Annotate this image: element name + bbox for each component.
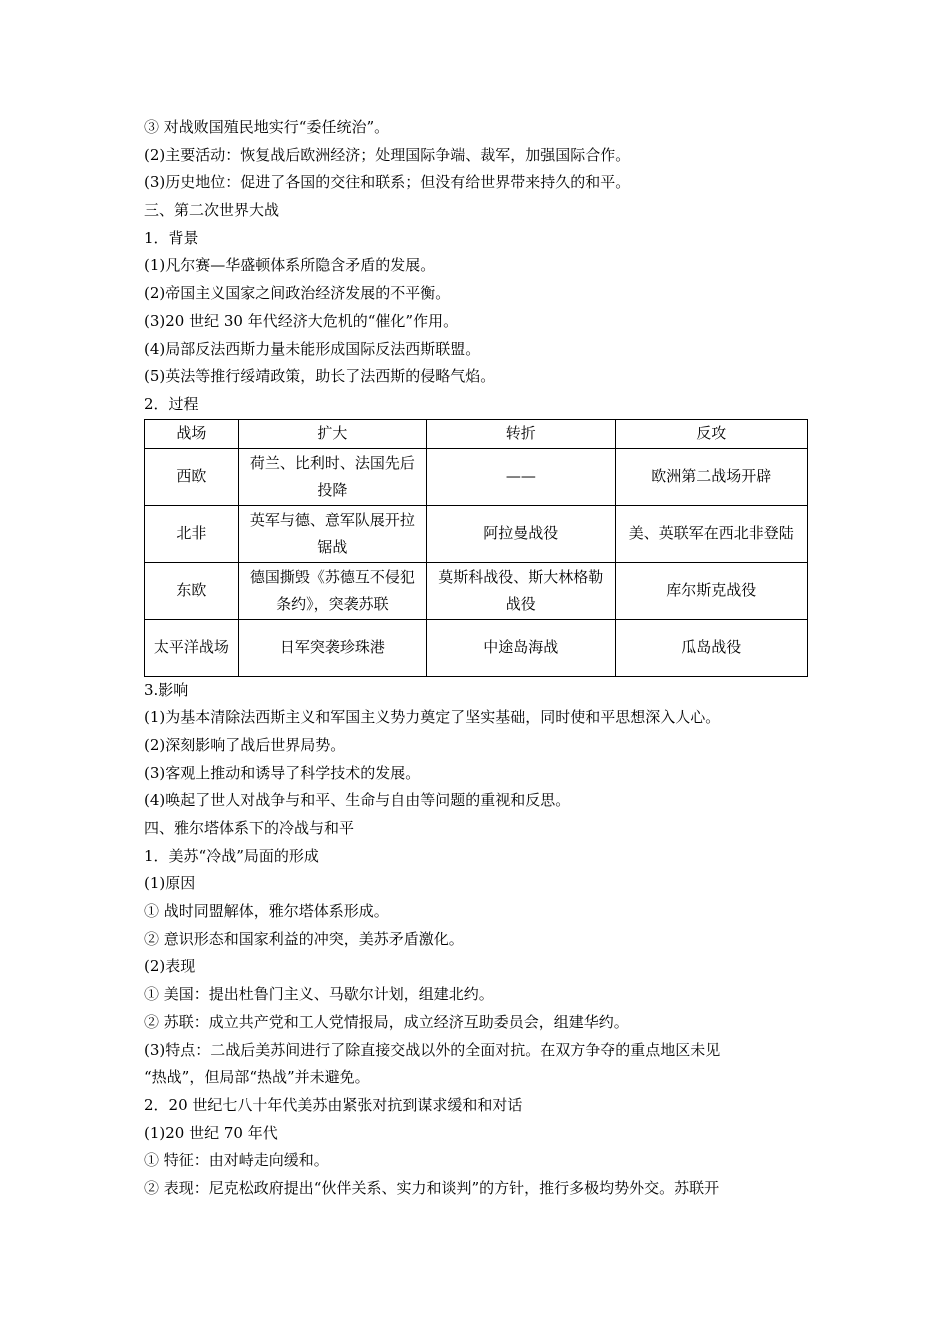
section-heading: 四、雅尔塔体系下的冷战与和平 [144,819,355,837]
text-line: (1)为基本清除法西斯主义和军国主义势力奠定了坚实基础，同时使和平思想深入人心。 [144,708,721,727]
subsection-heading: 3.影响 [144,680,189,699]
text-line: ② 苏联：成立共产党和工人党情报局，成立经济互助委员会，组建华约。 [144,1012,629,1031]
text-line: (2)主要活动：恢复战后欧洲经济；处理国际争端、裁军，加强国际合作。 [144,145,631,164]
text-line: (3)20 世纪 30 年代经济大危机的“催化”作用。 [144,311,459,330]
table-cell: 英军与德、意军队展开拉锯战 [238,505,426,562]
table-cell: 库尔斯克战役 [615,562,807,619]
table-cell: 荷兰、比利时、法国先后投降 [238,448,426,505]
table-cell: —— [427,448,615,505]
table-cell: 太平洋战场 [145,619,239,676]
document-page [144,114,808,1203]
text-line: (5)英法等推行绥靖政策，助长了法西斯的侵略气焰。 [144,367,496,386]
section-heading: 三、第二次世界大战 [144,201,280,220]
text-line: ① 美国：提出杜鲁门主义、马歇尔计划，组建北约。 [144,985,494,1004]
text-line: ② 表现：尼克松政府提出“伙伴关系、实力和谈判”的方针，推行多极均势外交。苏联开 [144,1178,720,1197]
text-line: (4)局部反法西斯力量未能形成国际反法西斯联盟。 [144,339,481,358]
text-line: (1)20 世纪 70 年代 [144,1123,278,1142]
table-cell: 日军突袭珍珠港 [238,619,426,676]
table-cell: 西欧 [145,448,239,505]
table-cell: 中途岛海战 [427,619,615,676]
table-row [145,448,808,505]
text-line: (2)深刻影响了战后世界局势。 [144,735,346,754]
subsection-heading: 2．20 世纪七八十年代美苏由紧张对抗到谋求缓和和对话 [144,1095,523,1114]
paragraph-block-after [144,677,808,1203]
table-header-cell: 扩大 [238,419,426,448]
table-cell: 莫斯科战役、斯大林格勒战役 [427,562,615,619]
text-line: (3)客观上推动和诱导了科学技术的发展。 [144,763,421,782]
text-line: (4)唤起了世人对战争与和平、生命与自由等问题的重视和反思。 [144,791,571,810]
text-line: (1)原因 [144,874,196,893]
table-cell: 北非 [145,505,239,562]
subsection-heading: 2．过程 [144,394,199,413]
text-line: (1)凡尔赛—华盛顿体系所隐含矛盾的发展。 [144,256,436,275]
subsection-heading: 1．背景 [144,228,199,247]
text-line: “热战”，但局部“热战”并未避免。 [144,1068,370,1087]
text-line: ② 意识形态和国家利益的冲突，美苏矛盾激化。 [144,929,464,948]
table-header-cell: 反攻 [615,419,807,448]
text-line: (3)特点：二战后美苏间进行了除直接交战以外的全面对抗。在双方争夺的重点地区未见 [144,1040,721,1059]
table-header-cell: 战场 [145,419,239,448]
table-row [145,505,808,562]
table-cell: 德国撕毁《苏德互不侵犯条约》，突袭苏联 [238,562,426,619]
table-header-cell: 转折 [427,419,615,448]
table-cell: 瓜岛战役 [615,619,807,676]
table-header-row [145,419,808,448]
text-line: (2)帝国主义国家之间政治经济发展的不平衡。 [144,284,451,303]
table-cell: 阿拉曼战役 [427,505,615,562]
text-line: (3)历史地位：促进了各国的交往和联系；但没有给世界带来持久的和平。 [144,173,631,192]
text-line: ① 特征：由对峙走向缓和。 [144,1151,329,1170]
paragraph-block-intro [144,114,808,419]
table-row [145,562,808,619]
table-cell: 欧洲第二战场开辟 [615,448,807,505]
text-line: ③ 对战败国殖民地实行“委任统治”。 [144,118,390,136]
war-process-table [144,419,808,677]
table-cell: 东欧 [145,562,239,619]
text-line: (2)表现 [144,957,196,976]
table-row [145,619,808,676]
table-cell: 美、英联军在西北非登陆 [615,505,807,562]
subsection-heading: 1．美苏“冷战”局面的形成 [144,846,319,865]
text-line: ① 战时同盟解体，雅尔塔体系形成。 [144,902,389,921]
